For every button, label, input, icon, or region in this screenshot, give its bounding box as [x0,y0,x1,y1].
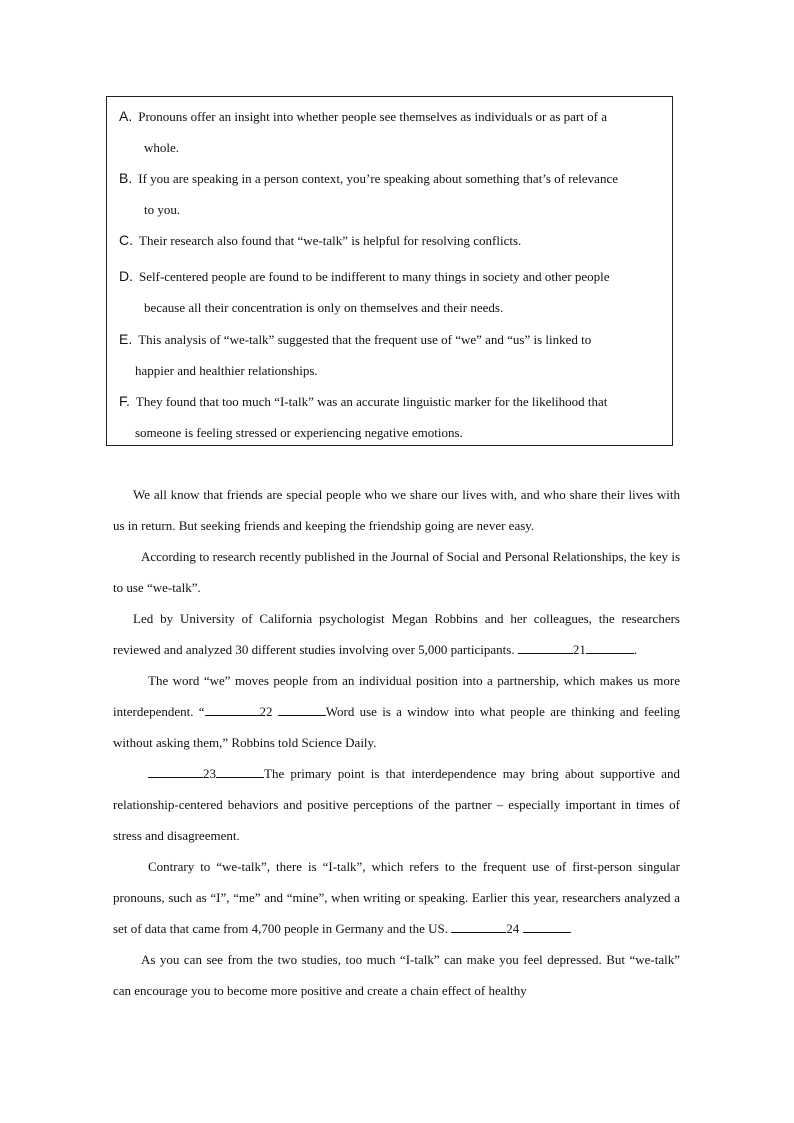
option-letter: B. [119,170,133,186]
paragraph-7: As you can see from the two studies, too much “I-talk” can make you feel depressed. But “we-talk” can encourage you to become more positive and create a chain effect of healthy [113,952,680,998]
paragraph-1: We all know that friends are special people who we share our lives with, and who share their lives with us in return. But seeking friends and keeping the friendship going are never easy. [113,487,680,533]
option-text-cont: because all their concentration is only on themselves and their needs. [144,299,504,315]
paragraph-2: According to research recently published in the Journal of Social and Personal Relationships, the key is to use “we-talk”. [113,549,680,595]
paragraph-5 [113,758,680,851]
paragraph-6 [113,851,680,944]
option-letter: A. [119,108,133,124]
blank-21-right[interactable] [586,641,634,654]
option-text-cont: someone is feeling stressed or experiencing negative emotions. [135,424,463,440]
option-text: Self-centered people are found to be indifferent to many things in society and other people [139,269,610,284]
paragraph-4-text-b: Word use is a window into what people are thinking and feeling without asking them,” Robbins told Science Daily. [113,704,681,750]
blank-21-number: 21 [572,642,586,657]
option-letter: F. [119,393,130,409]
option-text: Pronouns offer an insight into whether people see themselves as individuals or as part of a [138,109,607,124]
option-b [119,163,664,225]
passage [113,479,680,1006]
option-a [119,101,664,163]
paragraph-6-text: Contrary to “we-talk”, there is “I-talk”, which refers to the frequent use of first-person singular pronouns, such as “I”, “me” and “mine”, when writing or speaking. Earlier this year, researchers analyzed a set of data that came from 4,700 people in Germany and the US. [113,859,680,936]
option-f [119,386,664,448]
blank-24-right[interactable] [523,920,571,933]
option-letter: C. [119,232,133,248]
option-text: If you are speaking in a person context, you’re speaking about something that’s of relevance [138,171,618,186]
option-text: This analysis of “we-talk” suggested that the frequent use of “we” and “us” is linked to [138,332,592,347]
paragraph-3-text: Led by University of California psychologist Megan Robbins and her colleagues, the researchers reviewed and analyzed 30 different studies involving over 5,000 participants. [113,611,680,657]
blank-21-left[interactable] [518,641,573,654]
paragraph-3: Led by University of California psychologist Megan Robbins and her colleagues, the researchers reviewed and analyzed 30 different studies involving over 5,000 participants. 21 . [113,611,680,657]
option-d [119,261,664,323]
blank-23-number: 23 [203,766,216,781]
option-letter: E. [119,331,133,347]
option-c [119,225,664,257]
option-letter: D. [119,268,133,284]
blank-22-left[interactable] [205,703,260,716]
blank-23-right[interactable] [216,765,264,778]
blank-23-left[interactable] [148,765,203,778]
options-box [106,96,673,446]
paragraph-4-text-a: The word “we” moves people from an individual position into a partnership, which makes us more interdependent. “ [113,673,680,719]
option-text-cont: happier and healthier relationships. [135,362,318,378]
blank-24-number: 24 [506,921,520,936]
paragraph-5-text: The primary point is that interdependence may bring about supportive and relationship-centered behaviors and positive perceptions of the partner – especially important in times of stress and disagreement. [113,766,680,843]
option-text-cont: whole. [144,139,180,155]
option-text-cont: to you. [144,201,181,217]
paragraph-4 [113,665,680,758]
blank-24-left[interactable] [451,920,506,933]
blank-22-right[interactable] [278,703,326,716]
option-text: They found that too much “I-talk” was an accurate linguistic marker for the likelihood that [135,394,608,409]
option-e [119,324,664,386]
option-text: Their research also found that “we-talk” is helpful for resolving conflicts. [139,233,522,248]
blank-22-number: 22 [259,704,273,719]
